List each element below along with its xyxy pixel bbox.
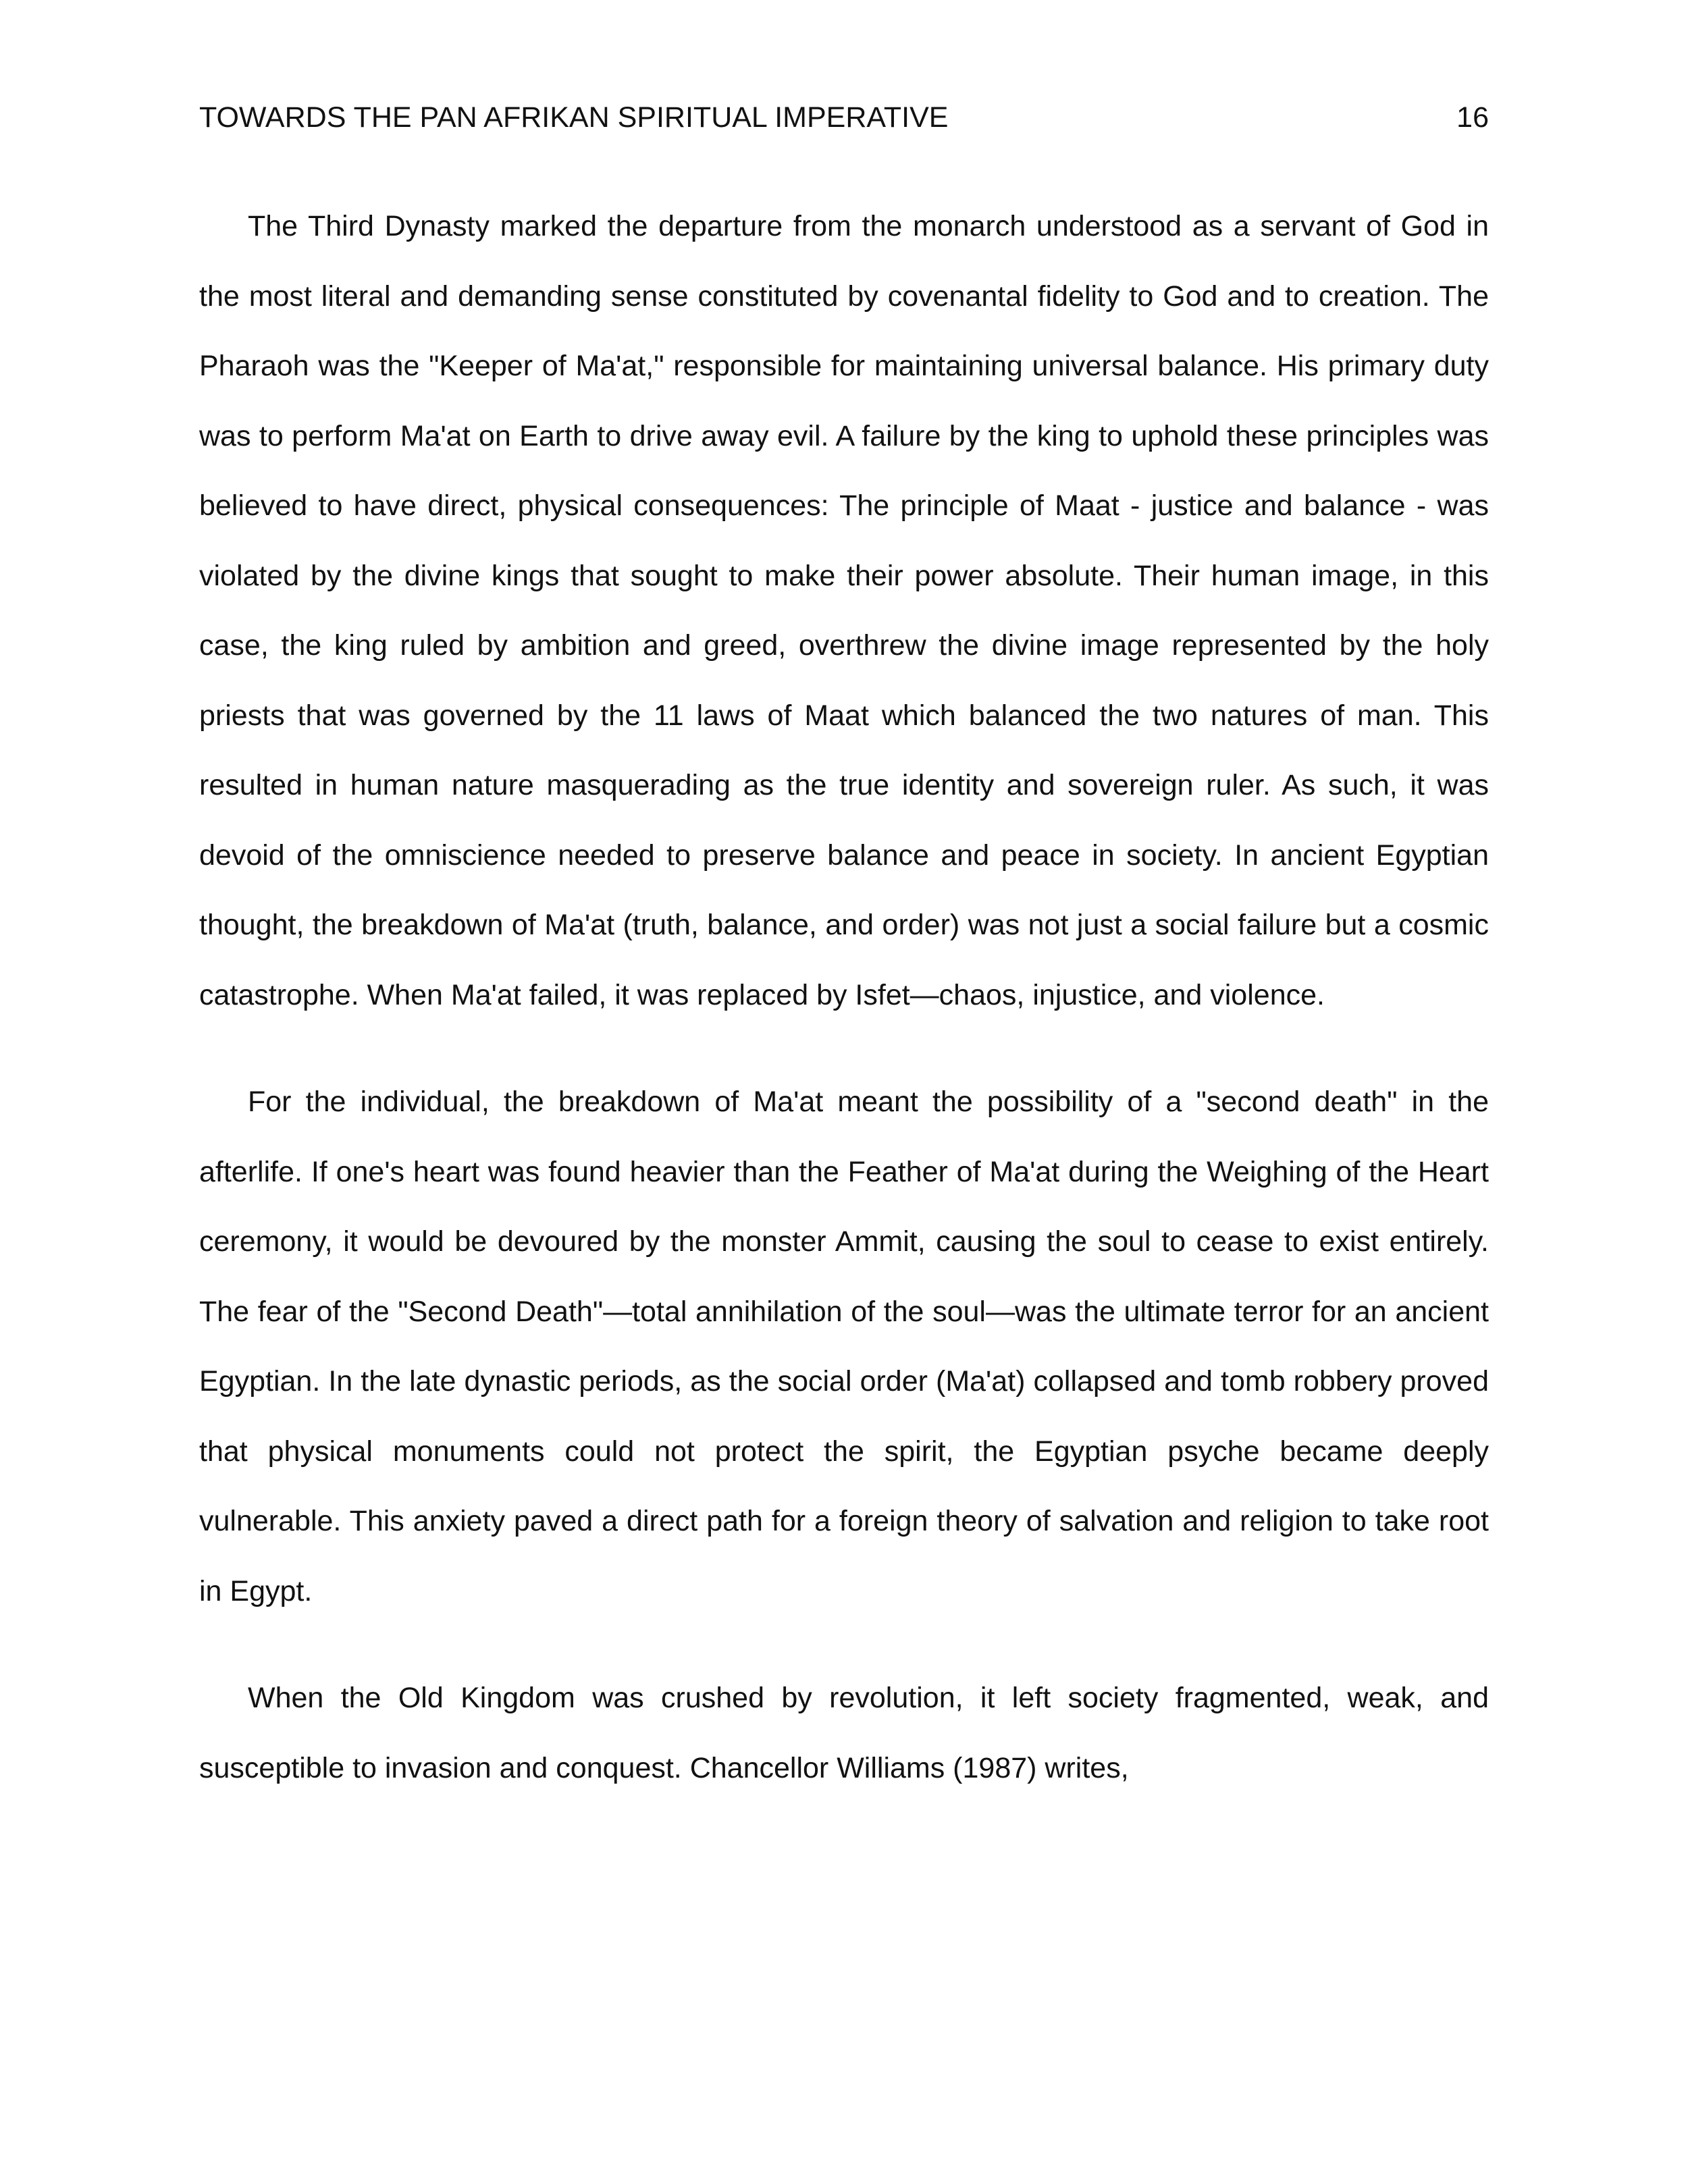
running-head	[199, 99, 1489, 136]
running-head-title: TOWARDS THE PAN AFRIKAN SPIRITUAL IMPERATIVE	[199, 101, 949, 134]
paragraph-old-kingdom: When the Old Kingdom was crushed by revolution, it left society fragmented, weak, and susceptible to invasion and conquest. Chancellor Williams (1987) writes,	[199, 1682, 1489, 1784]
page-number: 16	[1456, 101, 1489, 134]
paragraph-maat-keeper: The Third Dynasty marked the departure from the monarch understood as a servant of God in the most literal and demanding sense constituted by covenantal fidelity to God and to creation. The Pharaoh was the "Keeper of Ma'at," responsible for maintaining universal balance. His primary duty was to perform Ma'at on Earth to drive away evil. A failure by the king to uphold these principles was believed to have direct, physical consequences: The principle of Maat - justice and balance - was violated by the divine kings that sought to make their power absolute. Their human image, in this case, the king ruled by ambition and greed, overthrew the divine image represented by the holy priests that was governed by the 11 laws of Maat which balanced the two natures of man. This resulted in human nature masquerading as the true identity and sovereign ruler. As such, it was devoid of the omniscience needed to preserve balance and peace in society. In ancient Egyptian thought, the breakdown of Ma'at (truth, balance, and order) was not just a social failure but a cosmic catastrophe. When Ma'at failed, it was replaced by Isfet—chaos, injustice, and violence.	[199, 210, 1489, 1011]
body-text	[199, 192, 1489, 1803]
paragraph-second-death: For the individual, the breakdown of Ma'at meant the possibility of a "second death" in the afterlife. If one's heart was found heavier than the Feather of Ma'at during the Weighing of the Heart ceremony, it would be devoured by the monster Ammit, causing the soul to cease to exist entirely. The fear of the "Second Death"—total annihilation of the soul—was the ultimate terror for an ancient Egyptian. In the late dynastic periods, as the social order (Ma'at) collapsed and tomb robbery proved that physical monuments could not protect the spirit, the Egyptian psyche became deeply vulnerable. This anxiety paved a direct path for a foreign theory of salvation and religion to take root in Egypt.	[199, 1086, 1489, 1607]
